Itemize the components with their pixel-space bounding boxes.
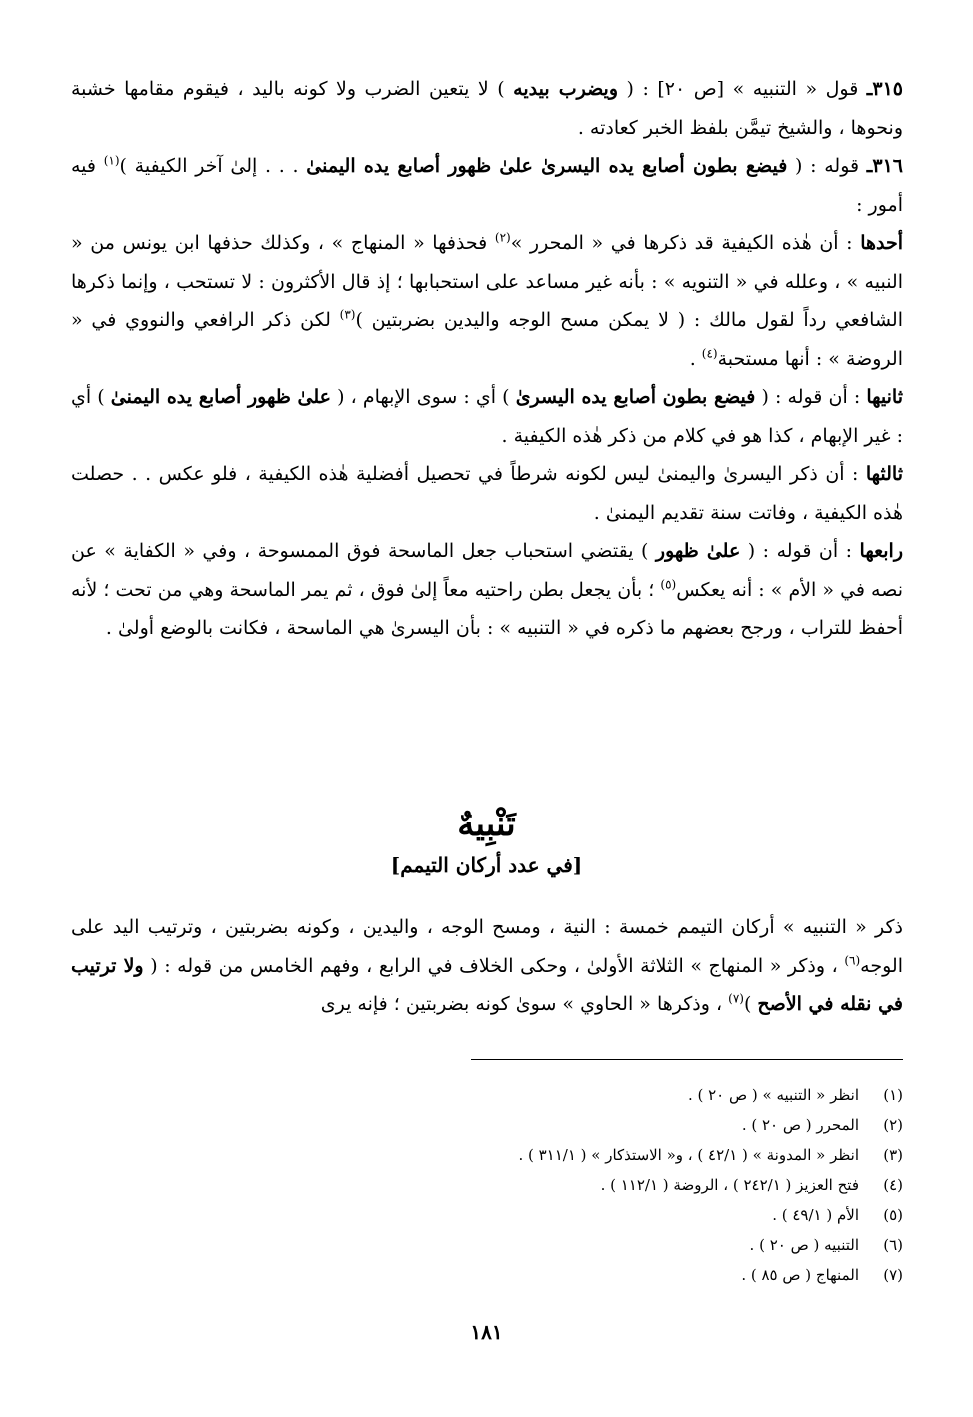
footnote-number: (٢) [883, 1116, 903, 1134]
footnote-item [203, 1140, 903, 1170]
footnote-text: انظر « التنبيه » ( ص ٢٠ ) . [687, 1086, 859, 1104]
text-run: ذكر « التنبيه » أركان التيمم خمسة : النية ، ومسح الوجه ، واليدين ، وكونه بضربتين ، وترتيب اليد على الوجه [71, 916, 903, 977]
footnote-text: انظر « المدونة » ( ٤٢/١ ) ، و« الاستذكار » ( ٣١١/١ ) . [518, 1146, 859, 1164]
point-label: أحدها [860, 232, 903, 254]
footnote-item [203, 1110, 903, 1140]
quoted-text: علىٰ ظهور [655, 540, 741, 562]
footnote-item [203, 1260, 903, 1290]
footnote-ref[interactable]: (٣) [339, 307, 356, 322]
quoted-text: فيضع بطون أصابع يده اليسرىٰ علىٰ ظهور أصابع يده اليمنىٰ [306, 155, 788, 177]
heading-subtitle: [في عدد أركان التيمم] [390, 853, 583, 877]
footnote-text: فتح العزيز ( ٢٤٢/١ ) ، الروضة ( ١١٢/١ ) . [600, 1176, 859, 1194]
footnote-number: (٧) [883, 1266, 903, 1284]
main-text [71, 70, 903, 648]
footnote-text: التنبيه ( ص ٢٠ ) . [749, 1236, 859, 1254]
footnote-text: المنهاج ( ص ٨٥ ) . [741, 1266, 859, 1284]
paragraph-first [71, 224, 903, 378]
quoted-text: ولا ترتيب في نقله في الأصح [71, 954, 903, 1015]
footnote-ref[interactable]: (٧) [728, 991, 744, 1006]
paragraph-second [71, 378, 903, 455]
footnote-text: الأم ( ٤٩/١ ) . [772, 1206, 859, 1224]
text-run: : أن قوله : ( [755, 386, 867, 408]
section-text [71, 908, 903, 1024]
footnote-item [203, 1170, 903, 1200]
paragraph-fourth [71, 532, 903, 648]
paragraph-315 [71, 70, 903, 147]
quoted-text: ويضرب بيديه [513, 78, 619, 100]
text-run: ) يقتضي استحباب جعل الماسحة فوق الممسوحة ، وفي « الكفاية » عن نصه في « الأم » : أنه يعكس [71, 540, 904, 601]
paragraph-pillars [71, 908, 903, 1024]
paragraph-third [71, 455, 903, 532]
point-label: رابعها [859, 540, 904, 562]
text-run: ، وذكر « المنهاج » الثلاثة الأولىٰ ، وحكى الخلاف في الرابع ، وفهم الخامس من قوله : ( [143, 954, 845, 977]
page-number: ١٨١ [470, 1320, 503, 1344]
text-run: . . . إلىٰ آخر الكيفية ) [119, 155, 307, 177]
item-number: ٣١٥ـ [866, 78, 903, 100]
footnote-ref[interactable]: (٦) [844, 953, 861, 968]
text-run: : أن هٰذه الكيفية قد ذكرها في « المحرر » [510, 232, 861, 254]
footnote-number: (٣) [883, 1146, 903, 1164]
text-run: ) لا يتعين الضرب ولا كونه باليد ، فيقوم مقامها خشبة ونحوها ، والشيخ تيمَّن بلفظ الخبر كعادته . [71, 78, 903, 139]
text-run: ) أي : غير الإبهام ، كذا هو في كلام من ذكر هٰذه الكيفية . [71, 386, 903, 447]
text-run: . [689, 347, 702, 370]
item-number: ٣١٦ـ [866, 155, 903, 177]
text-run: قوله : ( [787, 155, 867, 177]
text-run: فحذفها « المنهاج » ، وكذلك حذفها ابن يونس من « النبيه » ، وعلله في « التنويه » : بأنه غير مساعد على استحبابها ؛ إذ قال الأكثرون : لا تستحب ، وإنما ذكرها الشافعي رداً لقول مالك : ( لا يمكن مسح الوجه واليدين بضربتين ) [71, 232, 903, 331]
footnote-ref[interactable]: (٥) [660, 577, 677, 592]
text-run: ) [743, 993, 758, 1015]
text-run: فيه أمور : [71, 155, 903, 216]
text-run: قول « التنبيه » [ص ٢٠] : ( [618, 78, 867, 100]
footnotes-list [203, 1080, 903, 1290]
footnote-number: (٥) [883, 1206, 903, 1224]
point-label: ثالثها [865, 463, 903, 485]
footnote-number: (١) [883, 1086, 903, 1104]
text-run: ، وذكرها « الحاوي » سوىٰ كونه بضربتين ؛ فإنه يرى [320, 993, 729, 1015]
text-run: لكن ذكر الرافعي والنووي في « الروضة » : أنها مستحبة [71, 309, 903, 370]
footnote-ref[interactable]: (٢) [494, 230, 511, 245]
footnote-item [203, 1080, 903, 1110]
footnote-divider [471, 1059, 903, 1060]
paragraph-316 [71, 147, 903, 224]
footnote-ref[interactable]: (٤) [701, 346, 718, 361]
footnote-ref[interactable]: (١) [103, 153, 120, 168]
quoted-text: علىٰ ظهور أصابع يده اليمنىٰ [110, 386, 332, 408]
footnote-item [203, 1230, 903, 1260]
footnote-item [203, 1200, 903, 1230]
heading-ornament: تَنْبِيهٌ [457, 804, 516, 844]
point-label: ثانيها [866, 386, 903, 408]
footnote-number: (٤) [883, 1176, 903, 1194]
section-heading [0, 800, 973, 882]
text-run: : أن ذكر اليسرىٰ واليمنىٰ ليس لكونه شرطاً في تحصيل أفضلية هٰذه الكيفية ، فلو عكس . . حصلت هٰذه الكيفية ، وفاتت سنة تقديم اليمنىٰ . [71, 463, 903, 524]
quoted-text: فيضع بطون أصابع يده اليسرىٰ [515, 386, 756, 408]
text-run: : أن قوله : ( [740, 540, 860, 562]
footnote-number: (٦) [883, 1236, 903, 1254]
text-run: ؛ بأن يجعل بطن راحتيه معاً إلىٰ فوق ، ثم يمر الماسحة وهي من تحت ؛ لأنه أحفظ للتراب ، ورجح بعضهم ما ذكره في « التنبيه » : بأن اليسرىٰ هي الماسحة ، فكانت بالوضع أولىٰ . [71, 578, 903, 639]
text-run: ) أي : سوى الإبهام ، ( [331, 386, 516, 408]
footnote-text: المحرر ( ص ٢٠ ) . [741, 1116, 859, 1134]
